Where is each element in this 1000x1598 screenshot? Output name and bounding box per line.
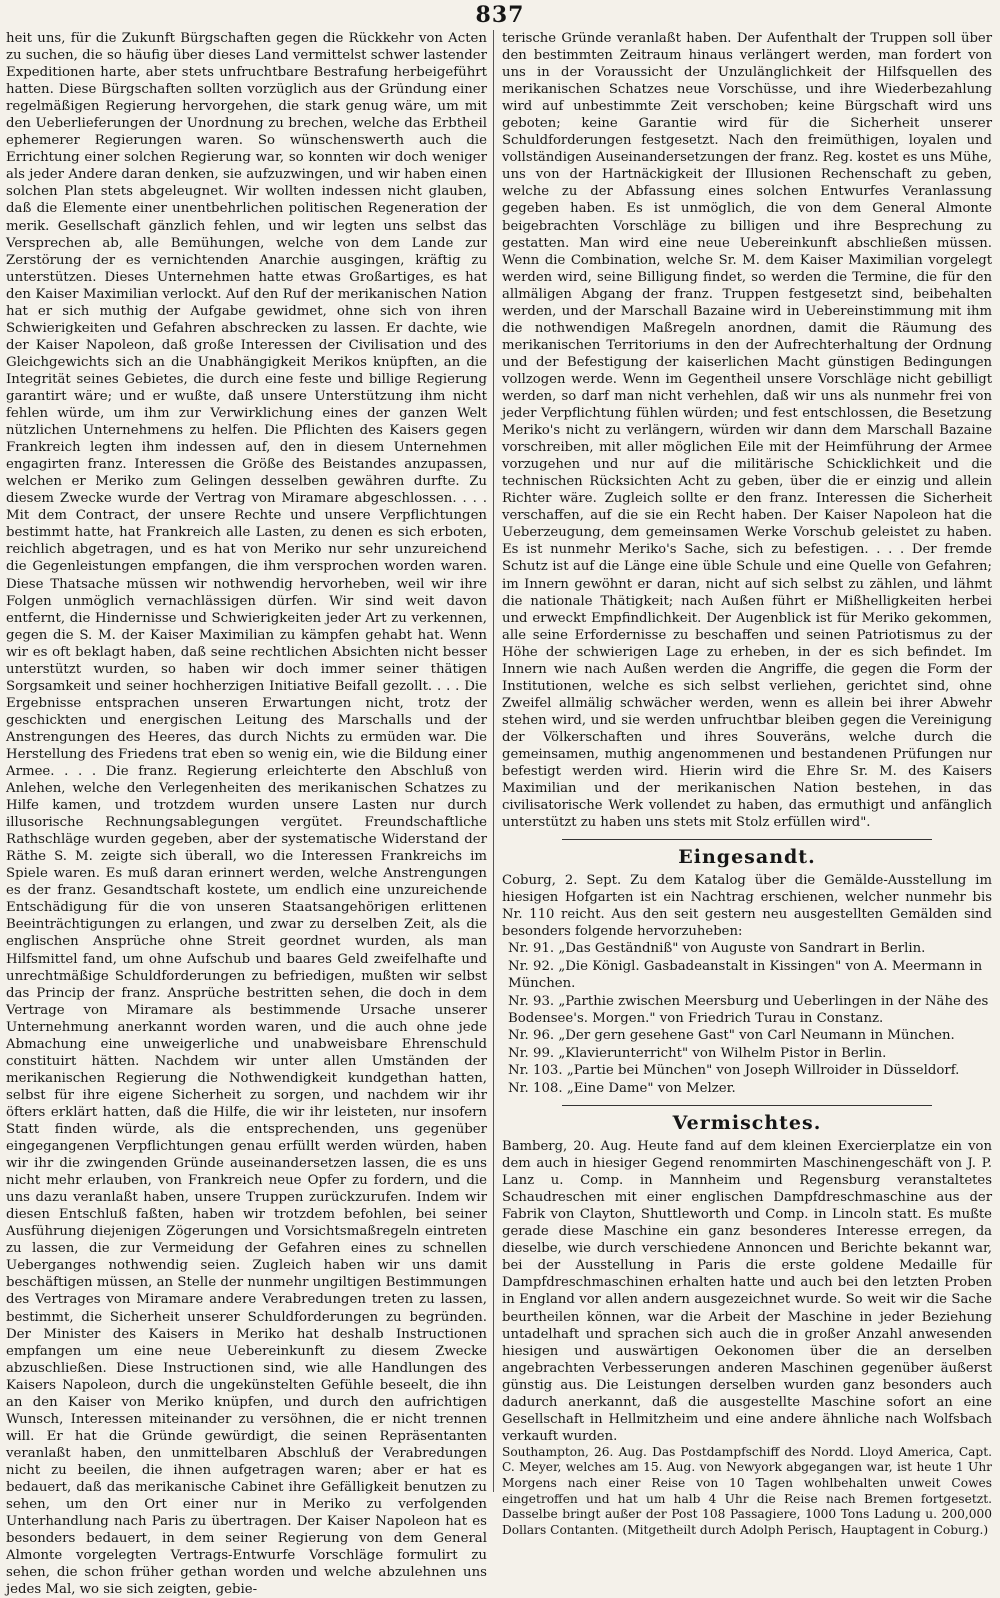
southampton-article: Southampton, 26. Aug. Das Postdampfschiff des Nordd. Lloyd America, Capt. C. Meyer, welches am 15. Aug. von Newyork abgegangen war, ist heute 1 Uhr Morgens nach einer Reise von 10 Tagen wohlbehalten unweit Cowes eingetroffen und hat um halb 4 Uhr die Reise nach Bremen fortgesetzt. Dasselbe bringt außer der Post 108 Passagiere, 1000 Tons Ladung u. 200,000 Dollars Contanten. (Mitgetheilt durch Adolph Perisch, Hauptagent in Coburg.) [502,1444,992,1537]
list-item: Nr. 92. „Die Königl. Gasbadeanstalt in Kissingen" von A. Meermann in München. [508,958,983,992]
list-item: Nr. 99. „Klavierunterricht" von Wilhelm Pistor in Berlin. [508,1045,887,1061]
list-item: Nr. 93. „Parthie zwischen Meersburg und Ueberlingen in der Nähe des Bodensee's. Morgen." von Friedrich Turau in Constanz. [508,993,989,1027]
section-title-vermischtes: Vermischtes. [672,1112,822,1135]
eingesandt-intro: Coburg, 2. Sept. Zu dem Katalog über die Gemälde-Ausstellung im hiesigen Hofgarten ist ein Nachtrag erschienen, welcher nunmehr bis Nr. 110 reicht. Aus den seit gestern neu ausgestellten Gemälden sind besonders folgende hervorzuheben: [502,873,992,940]
right-column [494,30,992,1537]
columns [6,30,992,1598]
left-column [6,30,494,1598]
section-divider [562,839,932,840]
bamberg-article: Bamberg, 20. Aug. Heute fand auf dem kleinen Exercierplatze ein von dem auch in hiesiger Gegend renommirten Maschinengeschäft von J. P. Lanz u. Comp. in Mannheim und Regensburg veranstaltetes Schaudreschen mit einer englischen Dampfdreschmaschine aus der Fabrik von Clayton, Shuttleworth und Comp. in Lincoln statt. Es mußte gerade diese Maschine ein ganz besonderes Interesse erregen, da dieselbe, wie durch verschiedene Annoncen und Berichte bekannt war, bei der Ausstellung in Paris die erste goldene Medaille für Dampfdreschmaschinen erhalten hatte und auch bei den letzten Proben in England vor allen andern ausgezeichnet wurde. So weit wir die Sache beurtheilen können, war die Arbeit der Maschine in jeder Beziehung untadelhaft und sprachen sich auch die in großer Anzahl anwesenden hiesigen und auswärtigen Oekonomen über die an derselben angebrachten Verbesserungen anderen Maschinen gegenüber äußerst günstig aus. Die Leistungen derselben wurden ganz besonders auch dadurch anerkannt, daß die ausgestellte Maschine sofort an eine Gesellschaft in Hellmitzheim und eine andere ähnliche nach Wolfsbach verkauft wurden. [502,1139,992,1444]
section-title-eingesandt: Eingesandt. [678,846,816,869]
article-text-left: heit uns, für die Zukunft Bürgschaften gegen die Rückkehr von Acten zu suchen, die so häufig über dieses Land vermittelst schwer lastender Expeditionen harte, aber stets unfruchtbare Bestrafung herbeigeführt hatten. Diese Bürgschaften sollten vorzüglich aus der Gründung einer regelmäßigen Regierung hervorgehen, die stark genug wäre, um mit den Ueberlieferungen der Unordnung zu brechen, welche das Erbtheil ephemerer Regierungen waren. So wünschenswerth auch die Errichtung einer solchen Regierung war, so konnten wir doch weniger als jeder Andere daran denken, sie aufzuzwingen, und wir haben einen solchen Plan stets abgeleugnet. Wir wollten indessen nicht glauben, daß die Elemente einer unentbehrlichen politischen Regeneration der merik. Gesellschaft gänzlich fehlen, und wir legten uns selbst das Versprechen ab, alle Bemühungen, welche von dem Lande zur Zerstörung der es vernichtenden Anarchie ausgingen, kräftig zu unterstützen. Dieses Unternehmen hatte etwas Großartiges, es hat den Kaiser Maximilian verlockt. Auf den Ruf der merikanischen Nation hat er sich muthig der Aufgabe gewidmet, ohne sich von ihren Schwierigkeiten und Gefahren abschrecken zu lassen. Er dachte, wie der Kaiser Napoleon, daß große Interessen der Civilisation und des Gleichgewichts sich an die Unabhängigkeit Merikos knüpften, an die Integrität seines Gebietes, die durch eine feste und billige Regierung garantirt wäre; und er wußte, daß unsere Unterstützung ihm nicht fehlen würde, um ihm zur Verwirklichung eines der ganzen Welt nützlichen Unternehmens zu helfen. Die Pflichten des Kaisers gegen Frankreich legten ihm indessen auf, den in diesem Unternehmen engagirten franz. Interessen die Größe des Beistandes anzupassen, welchen er Meriko zum Gelingen desselben gewähren durfte. Zu diesem Zwecke wurde der Vertrag von Miramare abgeschlossen. . . . Mit dem Contract, der unsere Rechte und unsere Verpflichtungen bestimmt hatte, hat Frankreich alle Lasten, zu denen es sich erboten, reichlich abgetragen, und es hat von Meriko nur sehr unzureichend die Gegenleistungen empfangen, die ihm versprochen worden waren. Diese Thatsache müssen wir nothwendig hervorheben, weil wir ihre Folgen unmöglich vernachlässigen dürfen. Wir sind weit davon entfernt, die Hindernisse und Schwierigkeiten jeder Art zu verkennen, gegen die S. M. der Kaiser Maximilian zu kämpfen gehabt hat. Wenn wir es oft beklagt haben, daß seine rechtlichen Absichten nicht besser unterstützt wurden, so haben wir doch immer seiner thätigen Sorgsamkeit und seiner hochherzigen Initiative Beifall gezollt. . . . Die Ergebnisse entsprachen unseren Erwartungen nicht, trotz der geschickten und energischen Leitung des Marschalls und der Anstrengungen des Heeres, das durch Nichts zu ermüden war. Die Herstellung des Friedens trat eben so wenig ein, wie die Bildung einer Armee. . . . Die franz. Regierung erleichterte den Abschluß von Anlehen, welche den Verlegenheiten des merikanischen Schatzes zu Hilfe kamen, und trotzdem wurden unsere Lasten nur durch illusorische Rechnungsablegungen vergütet. Freundschaftliche Rathschläge wurden gegeben, aber der systematische Widerstand der Räthe S. M. zeigte sich überall, wo die Interessen Frankreichs im Spiele waren. Es muß daran erinnert werden, welche Anstrengungen es der franz. Gesandtschaft kostete, um endlich eine unzureichende Entschädigung für die von unseren Staatsangehörigen erlittenen Beeinträchtigungen zu erlangen, und zwar zu derselben Zeit, als die englischen Ansprüche ohne Streit geordnet wurden, als man Hilfsmittel fand, um ohne Aufschub und baares Geld zweifelhafte und unrechtmäßige Schuldforderungen zu befriedigen, mußten wir selbst das Princip der franz. Ansprüche bestritten sehen, die doch in dem Vertrage von Miramare als bestimmende Ursache unserer Unternehmung anerkannt worden waren, und die auch ohne jede Abmachung eine unweigerliche und unabweisbare Ehrenschuld constituirt hätten. Nachdem wir unter allen Umständen der merikanischen Regierung die Nothwendigkeit kundgethan hatten, selbst für ihre eigene Sicherheit zu sorgen, und nachdem wir ihr öfters erklärt hatten, daß die Hilfe, die wir ihr leisteten, nur insofern Statt finden würde, als die entsprechenden, uns gegenüber eingegangenen Verpflichtungen genau erfüllt werden würden, haben wir ihr die zwingenden Gründe auseinandersetzen lassen, die es uns nicht mehr erlauben, von Frankreich neue Opfer zu fordern, und die uns dazu veranlaßt haben, unsere Truppen zurückzurufen. Indem wir diesen Entschluß faßten, haben wir trotzdem befohlen, bei seiner Ausführung diejenigen Zögerungen und Vorsichtsmaßregeln eintreten zu lassen, die zur Vermeidung der Gefahren eines zu schnellen Ueberganges nothwendig seien. Zugleich haben wir uns damit beschäftigen müssen, an Stelle der nunmehr ungiltigen Bestimmungen des Vertrages von Miramare andere Verabredungen treten zu lassen, bestimmt, die Sicherheit unserer Schuldforderungen zu begründen. Der Minister des Kaisers in Meriko hat deshalb Instructionen empfangen um eine neue Uebereinkunft zu diesem Zwecke abzuschließen. Diese Instructionen sind, wie alle Handlungen des Kaisers Napoleon, durch die ungekünstelten Gefühle beseelt, die ihn an den Kaiser von Meriko knüpfen, und durch den aufrichtigen Wunsch, Interessen miteinander zu versöhnen, die er nicht trennen will. Er hat die Gründe gewürdigt, die seinen Repräsentanten veranlaßt haben, den unmittelbaren Abschluß der Verabredungen nicht zu beeilen, die ihnen aufgetragen waren; aber er hat es bedauert, daß das merikanische Cabinet ihre Gefälligkeit benutzen zu sehen, um den Ort einer nur in Meriko zu verfolgenden Unterhandlung nach Paris zu übertragen. Der Kaiser Napoleon hat es besonders bedauert, in dem seiner Regierung von dem General Almonte vorgelegten Vertrags-Entwurfe Vorschläge formulirt zu sehen, die schon früher gethan worden und welche abzulehnen uns jedes Mal, wo sie sich zeigten, gebie- [6,31,487,1598]
list-item: Nr. 91. „Das Geständniß" von Auguste von Sandrart in Berlin. [508,941,926,957]
list-item: Nr. 96. „Der gern gesehene Gast" von Carl Neumann in München. [508,1028,955,1044]
list-item: Nr. 108. „Eine Dame" von Melzer. [508,1080,736,1096]
section-divider [562,1105,932,1106]
list-item: Nr. 103. „Partie bei München" von Joseph Willroider in Düsseldorf. [508,1063,960,1079]
painting-list [502,940,992,1097]
article-text-right: terische Gründe veranlaßt haben. Der Aufenthalt der Truppen soll über den bestimmten Zeitraum hinaus verlängert werden, man fordert von uns in der Voraussicht der Unzulänglichkeit der Hilfsquellen des merikanischen Schatzes neue Vorschüsse, und ihre Wiederbezahlung wird auf unbestimmte Zeit verschoben; keine Bürgschaft wird uns geboten; keine Garantie wird für die Sicherheit unserer Schuldforderungen festgesetzt. Nach den freimüthigen, loyalen und vollständigen Auseinandersetzungen der franz. Reg. kostet es uns Mühe, uns von der Hartnäckigkeit der Illusionen Rechenschaft zu geben, welche zu der Abfassung eines solchen Entwurfes Veranlassung gegeben haben. Es ist unmöglich, die von dem General Almonte beigebrachten Vorschläge zu billigen und ihre Besprechung zu gestatten. Man wird eine neue Uebereinkunft abschließen müssen. Wenn die Combination, welche Sr. M. dem Kaiser Maximilian vorgelegt werden wird, seine Billigung findet, so werden die Termine, die für den allmäligen Abgang der franz. Truppen festgesetzt sind, beibehalten werden, und der Marschall Bazaine wird in Uebereinstimmung mit ihm die nothwendigen Maßregeln anordnen, damit die Räumung des merikanischen Territoriums in den der Aufrechterhaltung der Ordnung und der Befestigung der kaiserlichen Macht günstigen Bedingungen vollzogen werde. Wenn im Gegentheil unsere Vorschläge nicht gebilligt werden, so darf man nicht verhehlen, daß wir uns als nunmehr frei von jeder Verpflichtung fühlen würden; und fest entschlossen, die Besetzung Meriko's nicht zu verlängern, würden wir dann dem Marschall Bazaine vorschreiben, mit aller möglichen Eile mit der Heimführung der Armee vorzugehen und nur auf die militärische Schicklichkeit und die technischen Rücksichten Acht zu geben, über die er einzig und allein Richter wäre. Zugleich sollte er den franz. Interessen die Sicherheit verschaffen, auf die sie ein Recht haben. Der Kaiser Napoleon hat die Ueberzeugung, dem gemeinsamen Werke Vorschub geleistet zu haben. Es ist nunmehr Meriko's Sache, sich zu befestigen. . . . Der fremde Schutz ist auf die Länge eine üble Schule und eine Quelle von Gefahren; im Innern gewöhnt er daran, nicht auf sich selbst zu zählen, und lähmt die nationale Thätigkeit; nach Außen führt er Mißhelligkeiten herbei und erweckt Empfindlichkeit. Der Augenblick ist für Meriko gekommen, alle seine Erfordernisse zu beschaffen und seinen Patriotismus zu der Höhe der schwierigen Lage zu erheben, in der es sich befindet. Im Innern wie nach Außen werden die Angriffe, die gegen die Form der Institutionen, welche es sich selbst verliehen, gerichtet sind, ohne Zweifel allmälig schwächer werden, wenn es allein bei ihrer Abwehr stehen wird, und sie werden unfruchtbar bleiben gegen die Vereinigung der Völkerschaften und ihres Souveräns, welche durch die gemeinsamen, muthig angenommenen und bestandenen Prüfungen nur befestigt werden wird. Hierin wird die Ehre Sr. M. des Kaisers Maximilian und der merikanischen Nation bestehen, in das civilisatorische Werk vollendet zu haben, das ermuthigt und anfänglich unterstützt zu haben uns stets mit Stolz erfüllen wird". [502,31,992,831]
page-number: 837 [475,2,525,28]
